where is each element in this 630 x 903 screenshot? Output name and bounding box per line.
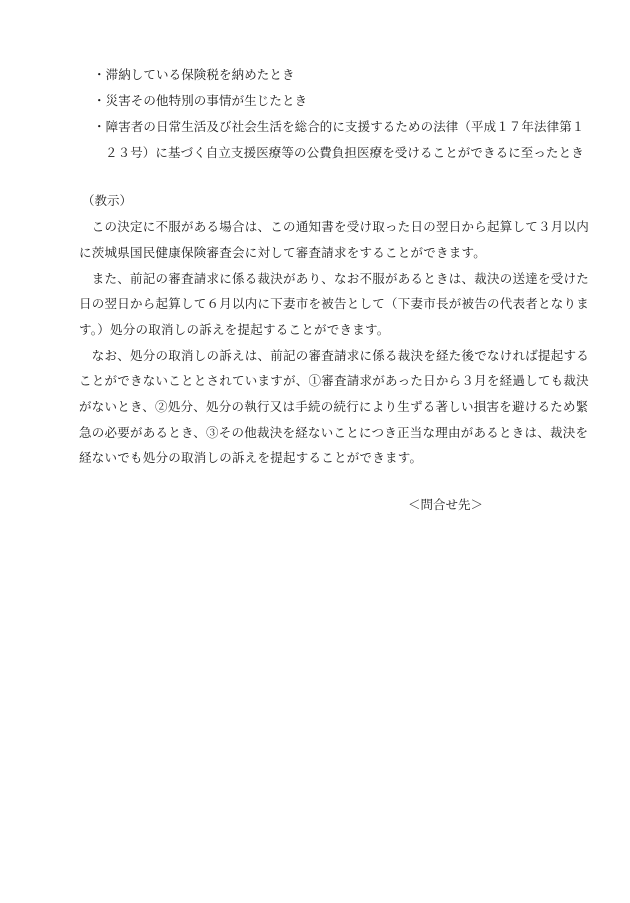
paragraph-line: 経ないでも処分の取消しの訴えを提起することができます。 <box>79 450 423 465</box>
paragraph-line: 急の必要があるとき、③その他裁決を経ないことにつき正当な理由があるときは、裁決を <box>79 425 589 440</box>
bullet-item-disaster: ・災害その他特別の事情が生じたとき <box>93 93 308 108</box>
bullet-item-disability-law-line1: ・障害者の日常生活及び社会生活を総合的に支援するための法律（平成１７年法律第１ <box>93 119 585 134</box>
paragraph-line: に茨城県国民健康保険審査会に対して審査請求をすることができます。 <box>79 245 487 260</box>
paragraph-line: なお、処分の取消しの訴えは、前記の審査請求に係る裁決を経た後でなければ提起する <box>79 348 590 363</box>
paragraph-line: また、前記の審査請求に係る裁決があり、なお不服があるときは、裁決の送達を受けた <box>79 271 590 286</box>
contact-label: ＜問合せ先＞ <box>408 497 484 512</box>
paragraph-line: ことができないこととされていますが、①審査請求があった日から３月を経過しても裁決 <box>79 373 589 388</box>
notice-heading: （教示） <box>82 193 133 208</box>
bullet-item-arrears: ・滞納している保険税を納めたとき <box>93 67 295 82</box>
paragraph-line: す。）処分の取消しの訴えを提起することができます。 <box>79 322 390 337</box>
paragraph-line: この決定に不服がある場合は、この通知書を受け取った日の翌日から起算して３月以内 <box>79 219 590 234</box>
paragraph-line: がないとき、②処分、処分の執行又は手続の続行により生ずる著しい損害を避けるため緊 <box>79 399 589 414</box>
bullet-item-disability-law-line2: ２３号）に基づく自立支援医療等の公費負担医療を受けることができるに至ったとき <box>105 145 584 160</box>
paragraph-line: 日の翌日から起算して６月以内に下妻市を被告として（下妻市長が被告の代表者となりま <box>79 296 590 311</box>
